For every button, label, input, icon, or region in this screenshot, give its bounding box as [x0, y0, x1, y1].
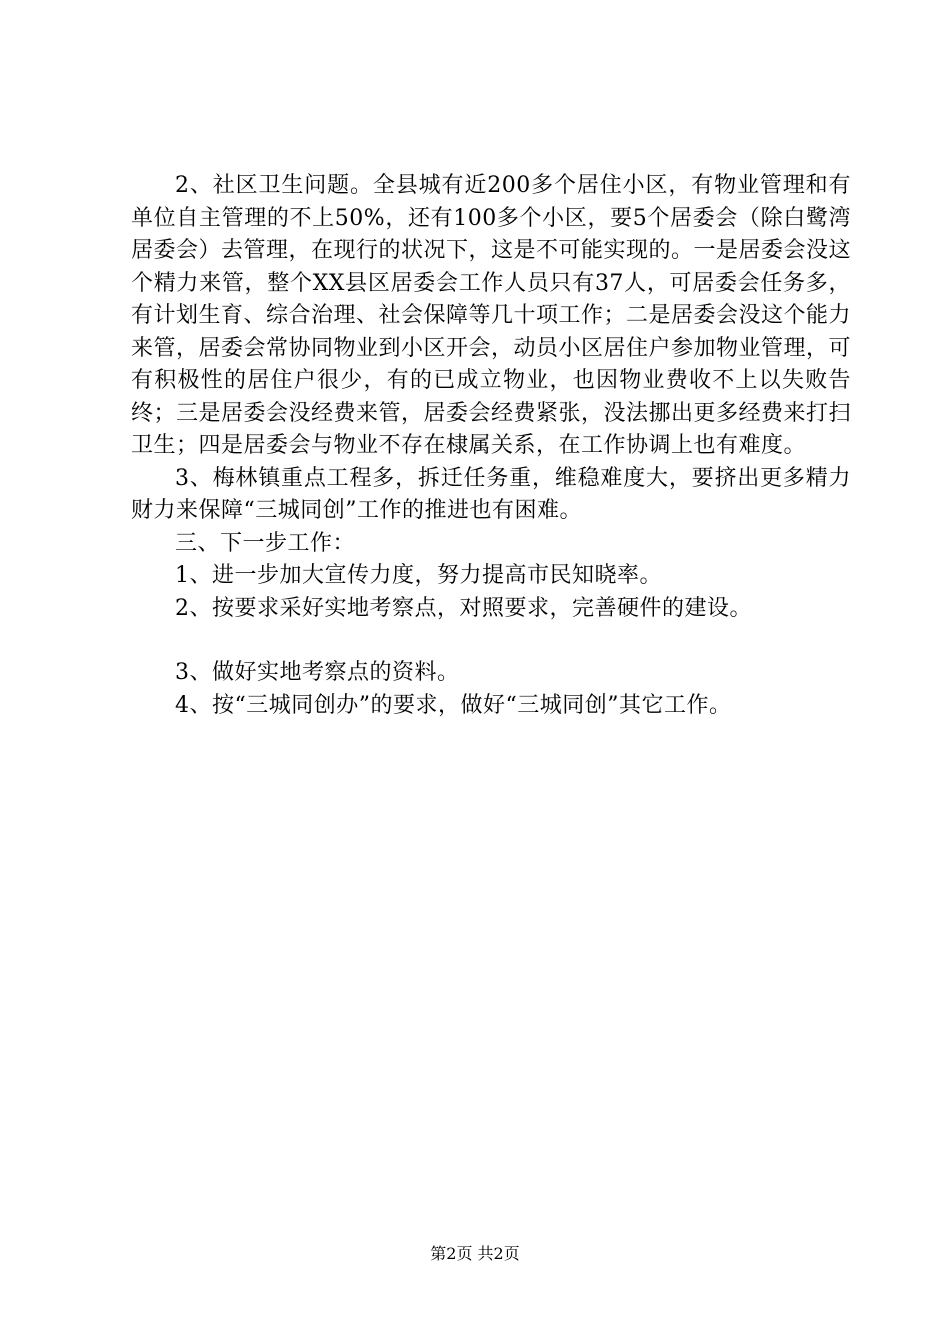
paragraph-sanitation-issue: 2、社区卫生问题。全县城有近200多个居住小区，有物业管理和有单位自主管理的不上50%，还有100多个小区，要5个居委会（除白鹭湾居委会）去管理，在现行的状况下，这是不可能实现的。一是居委会没这个精力来管，整个XX县区居委会工作人员只有37人，可居委会任务多，有计划生育、综合治理、社会保障等几十项工作；二是居委会没这个能力来管，居委会常协同物业到小区开会，动员小区居住户参加物业管理，可有积极性的居住户很少，有的已成立物业，也因物业费收不上以失败告终；三是居委会没经费来管，居委会经费紧张，没法挪出更多经费来打扫卫生；四是居委会与物业不存在棣属关系，在工作协调上也有难度。 [131, 173, 852, 458]
list-item-other-work: 4、按“三城同创办”的要求，做好“三城同创”其它工作。 [175, 692, 732, 718]
paragraph-meilin-town: 3、梅林镇重点工程多，拆迁任务重，维稳难度大，要挤出更多精力财力来保障“三城同创”工作的推进也有困难。 [131, 465, 851, 523]
list-item-materials: 3、做好实地考察点的资料。 [175, 660, 460, 685]
document-body [131, 170, 851, 722]
page-number-footer: 第2页 共2页 [430, 1244, 520, 1263]
list-item-publicity: 1、进一步加大宣传力度，努力提高市民知晓率。 [175, 563, 662, 588]
list-item-inspection-sites: 2、按要求采好实地考察点，对照要求，完善硬件的建设。 [175, 595, 752, 621]
section-heading-next-steps: 三、下一步工作： [175, 530, 356, 556]
